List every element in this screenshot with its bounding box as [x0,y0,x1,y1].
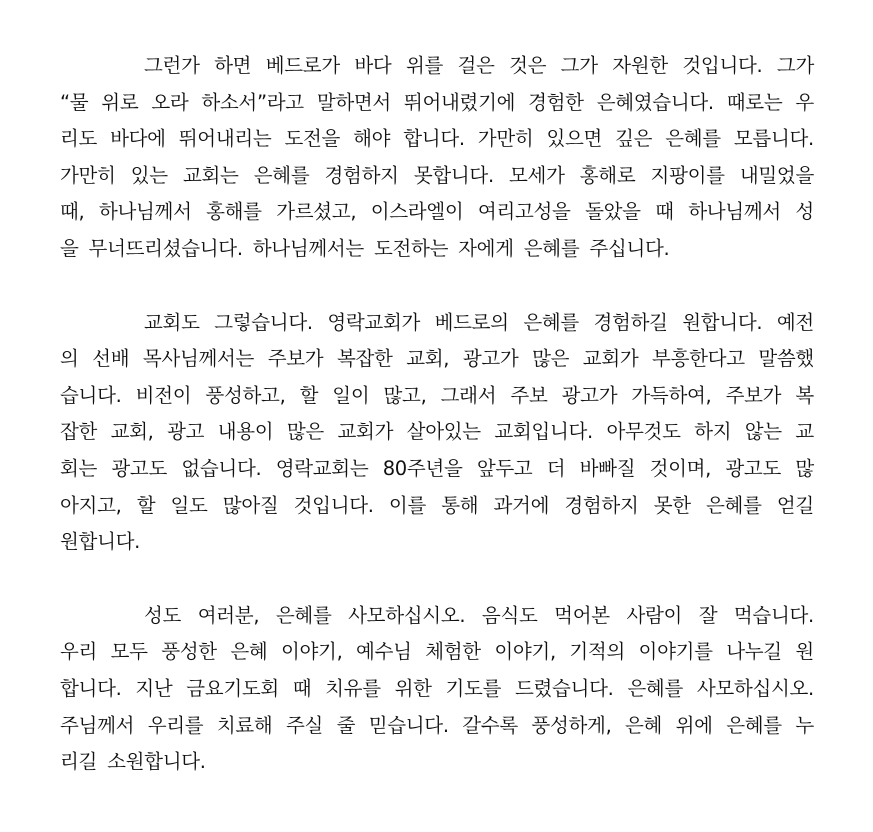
text-line: 주님께서 우리를 치료해 주실 줄 믿습니다. 갈수록 풍성하게, 은혜 위에 은혜를 누 [60,713,814,737]
text-line: 의 선배 목사님께서는 주보가 복잡한 교회, 광고가 많은 교회가 부흥한다고 말씀했 [60,347,814,371]
text-line: 성도 여러분, 은혜를 사모하십시오. 음식도 먹어본 사람이 잘 먹습니다. [144,603,814,627]
text-line: 회는 광고도 없습니다. 영락교회는 80주년을 앞두고 더 바빠질 것이며, 광고도 많 [60,456,814,480]
text-line: 잡한 교회, 광고 내용이 많은 교회가 살아있는 교회입니다. 아무것도 하지 않는 교 [60,420,814,444]
text-line: 가만히 있는 교회는 은혜를 경험하지 못합니다. 모세가 홍해로 지팡이를 내밀었을 [60,163,814,187]
text-line: 리길 소원합니다. [60,750,206,774]
text-line: 아지고, 할 일도 많아질 것입니다. 이를 통해 과거에 경험하지 못한 은혜를 얻길 [60,493,814,517]
text-line: 합니다. 지난 금요기도회 때 치유를 위한 기도를 드렸습니다. 은혜를 사모하십시오. [60,676,814,700]
text-line: 을 무너뜨리셨습니다. 하나님께서는 도전하는 자에게 은혜를 주십니다. [60,236,670,260]
text-line: 그런가 하면 베드로가 바다 위를 걸은 것은 그가 자원한 것입니다. 그가 [144,54,814,77]
text-line: 우리 모두 풍성한 은혜 이야기, 예수님 체험한 이야기, 기적의 이야기를 나누길 원 [60,640,814,664]
text-line: 교회도 그렇습니다. 영락교회가 베드로의 은혜를 경험하길 원합니다. 예전 [144,310,814,334]
document-body [60,48,814,818]
text-line: 원합니다. [60,530,141,554]
text-line: 때, 하나님께서 홍해를 가르셨고, 이스라엘이 여리고성을 돌았을 때 하나님께서 성 [60,200,814,224]
paragraph-2 [60,305,814,561]
text-line: 리도 바다에 뛰어내리는 도전을 해야 합니다. 가만히 있으면 깊은 은혜를 모릅니다. [60,127,814,151]
text-line: “물 위로 오라 하소서”라고 말하면서 뛰어내렸기에 경험한 은혜였습니다. 때로는 우 [60,90,814,114]
text-line: 습니다. 비전이 풍성하고, 할 일이 많고, 그래서 주보 광고가 가득하여, 주보가 복 [60,383,814,407]
paragraph-1 [60,48,814,268]
paragraph-3 [60,598,814,781]
